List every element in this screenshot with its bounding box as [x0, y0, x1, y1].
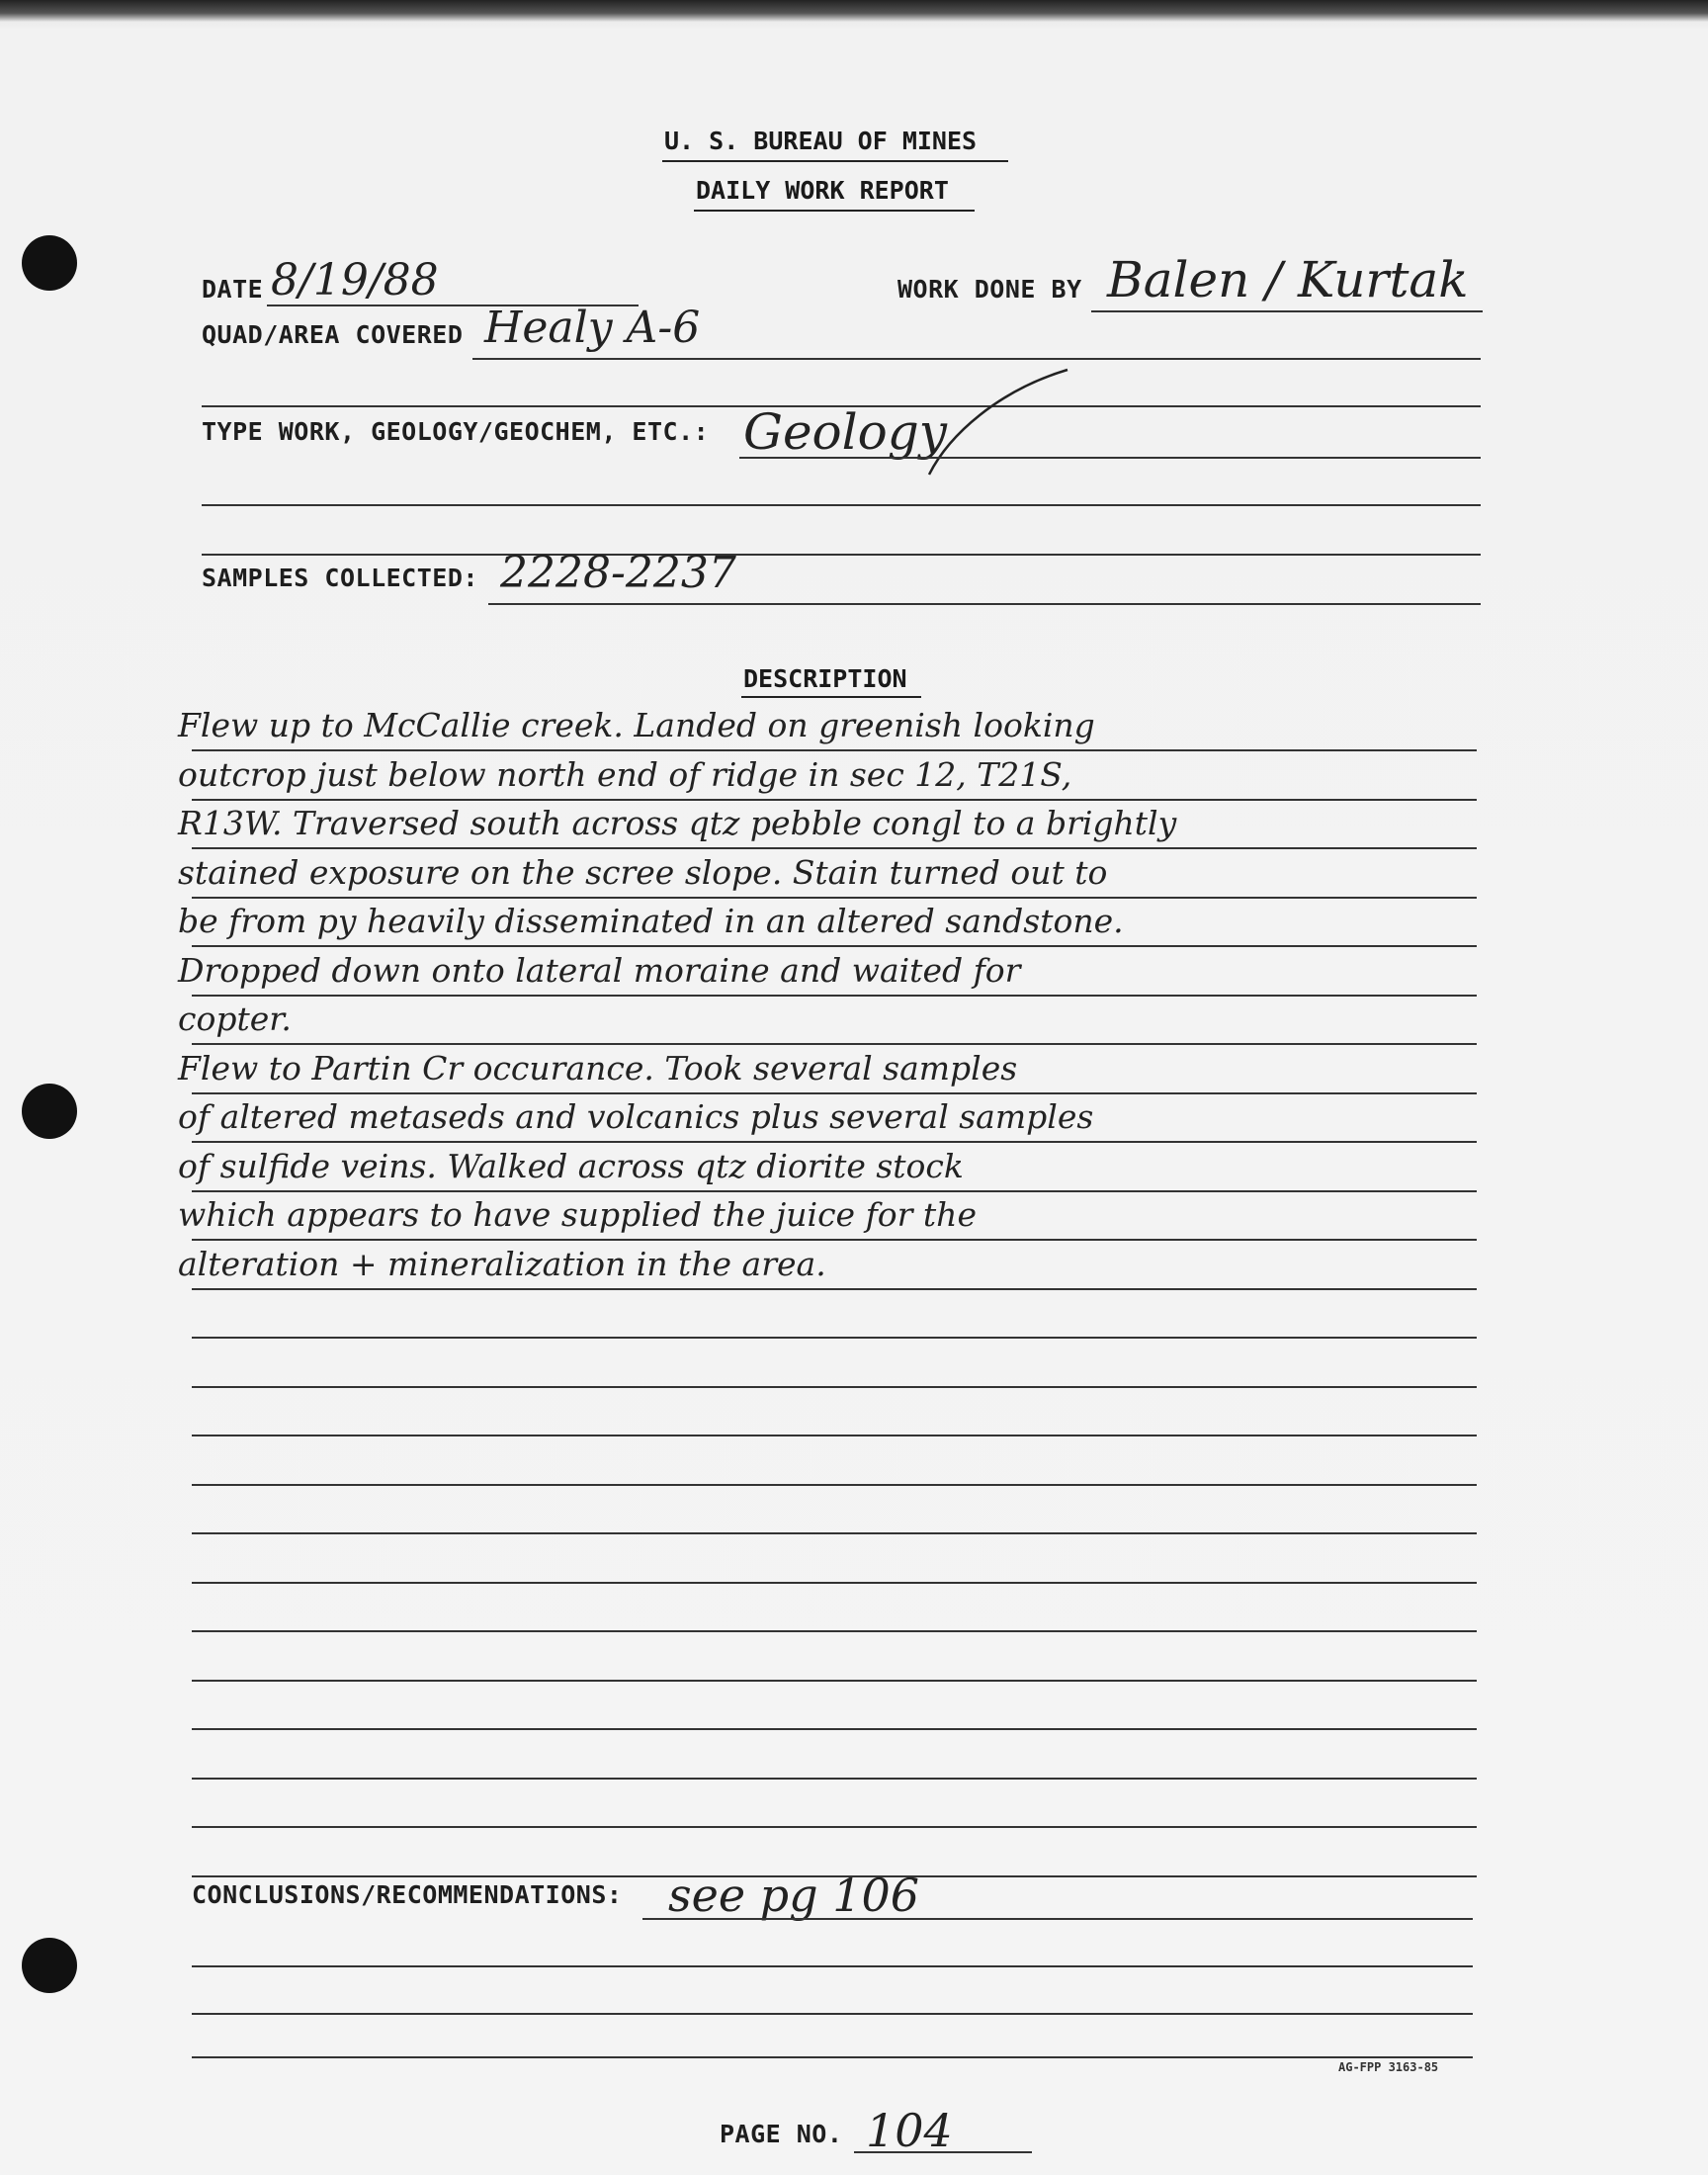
date-label: DATE: [202, 275, 264, 304]
description-rule: [192, 1484, 1477, 1486]
type-work-value: Geology: [743, 403, 947, 461]
description-rule: [192, 749, 1477, 751]
samples-collected-rule: [488, 603, 1481, 605]
conclusions-rule: [642, 1918, 1473, 1920]
description-underline: [741, 696, 921, 698]
conclusions-rule-4: [192, 2056, 1473, 2058]
description-rule: [192, 1435, 1477, 1436]
conclusions-rule-3: [192, 2013, 1473, 2015]
conclusions-value: see pg 106: [668, 1869, 919, 1922]
description-rule: [192, 1043, 1477, 1045]
samples-collected-value: 2228-2237: [500, 548, 736, 598]
description-rule: [192, 1630, 1477, 1632]
description-rule: [192, 1778, 1477, 1780]
description-rule: [192, 1288, 1477, 1290]
quad-area-rule: [472, 358, 1481, 360]
type-work-rule: [739, 457, 1481, 459]
type-work-rule-2: [202, 504, 1481, 506]
description-line: be from py heavily disseminated in an altered sandstone.: [178, 902, 1124, 940]
quad-area-label: QUAD/AREA COVERED: [202, 320, 464, 349]
description-rule: [192, 945, 1477, 947]
agency-title: U. S. BUREAU OF MINES: [664, 127, 978, 155]
description-rule: [192, 1680, 1477, 1682]
page-number-rule: [854, 2151, 1032, 2153]
conclusions-label: CONCLUSIONS/RECOMMENDATIONS:: [192, 1880, 623, 1909]
description-line: Flew to Partin Cr occurance. Took several samples: [178, 1049, 1018, 1088]
description-rule: [192, 799, 1477, 801]
description-line: which appears to have supplied the juice for the: [178, 1195, 977, 1234]
description-line: of altered metaseds and volcanics plus several samples: [178, 1097, 1094, 1136]
check-mark-icon: [890, 366, 1077, 484]
binder-hole-top: [22, 235, 77, 291]
description-line: of sulfide veins. Walked across qtz diorite stock: [178, 1147, 964, 1185]
description-line: stained exposure on the scree slope. Stain turned out to: [178, 853, 1108, 892]
description-rule: [192, 1728, 1477, 1730]
description-rule: [192, 1386, 1477, 1388]
description-line: alteration + mineralization in the area.: [178, 1245, 826, 1283]
quad-area-value: Healy A-6: [484, 303, 701, 353]
description-rule: [192, 1239, 1477, 1241]
work-done-by-label: WORK DONE BY: [897, 275, 1082, 304]
description-rule: [192, 897, 1477, 899]
description-rule: [192, 1826, 1477, 1828]
page-number-label: PAGE NO.: [720, 2120, 843, 2148]
binder-hole-bottom: [22, 1938, 77, 1993]
description-rule: [192, 1190, 1477, 1192]
description-line: Dropped down onto lateral moraine and waited for: [178, 951, 1021, 990]
description-line: R13W. Traversed south across qtz pebble congl to a brightly: [178, 804, 1177, 842]
form-code: AG-FPP 3163-85: [1338, 2060, 1439, 2074]
description-rule: [192, 1532, 1477, 1534]
type-work-rule-3: [202, 554, 1481, 556]
work-done-by-rule: [1091, 310, 1483, 312]
conclusions-rule-2: [192, 1965, 1473, 1967]
page-number-value: 104: [866, 2104, 953, 2157]
samples-collected-label: SAMPLES COLLECTED:: [202, 564, 478, 592]
report-title: DAILY WORK REPORT: [696, 176, 949, 205]
description-rule: [192, 1141, 1477, 1143]
description-rule: [192, 1582, 1477, 1584]
description-rule: [192, 1337, 1477, 1339]
binder-hole-middle: [22, 1084, 77, 1139]
description-line: Flew up to McCallie creek. Landed on greenish looking: [178, 706, 1095, 744]
description-line: outcrop just below north end of ridge in sec 12, T21S,: [178, 755, 1072, 794]
type-work-label: TYPE WORK, GEOLOGY/GEOCHEM, ETC.:: [202, 417, 710, 446]
description-heading: DESCRIPTION: [743, 664, 907, 693]
date-value: 8/19/88: [271, 255, 439, 305]
scan-edge-shadow: [0, 0, 1708, 22]
report-title-underline: [694, 210, 975, 212]
description-line: copter.: [178, 1000, 292, 1038]
description-rule: [192, 1092, 1477, 1094]
description-rule: [192, 847, 1477, 849]
agency-underline: [662, 160, 1008, 162]
work-done-by-value: Balen / Kurtak: [1107, 251, 1469, 308]
description-rule: [192, 995, 1477, 997]
